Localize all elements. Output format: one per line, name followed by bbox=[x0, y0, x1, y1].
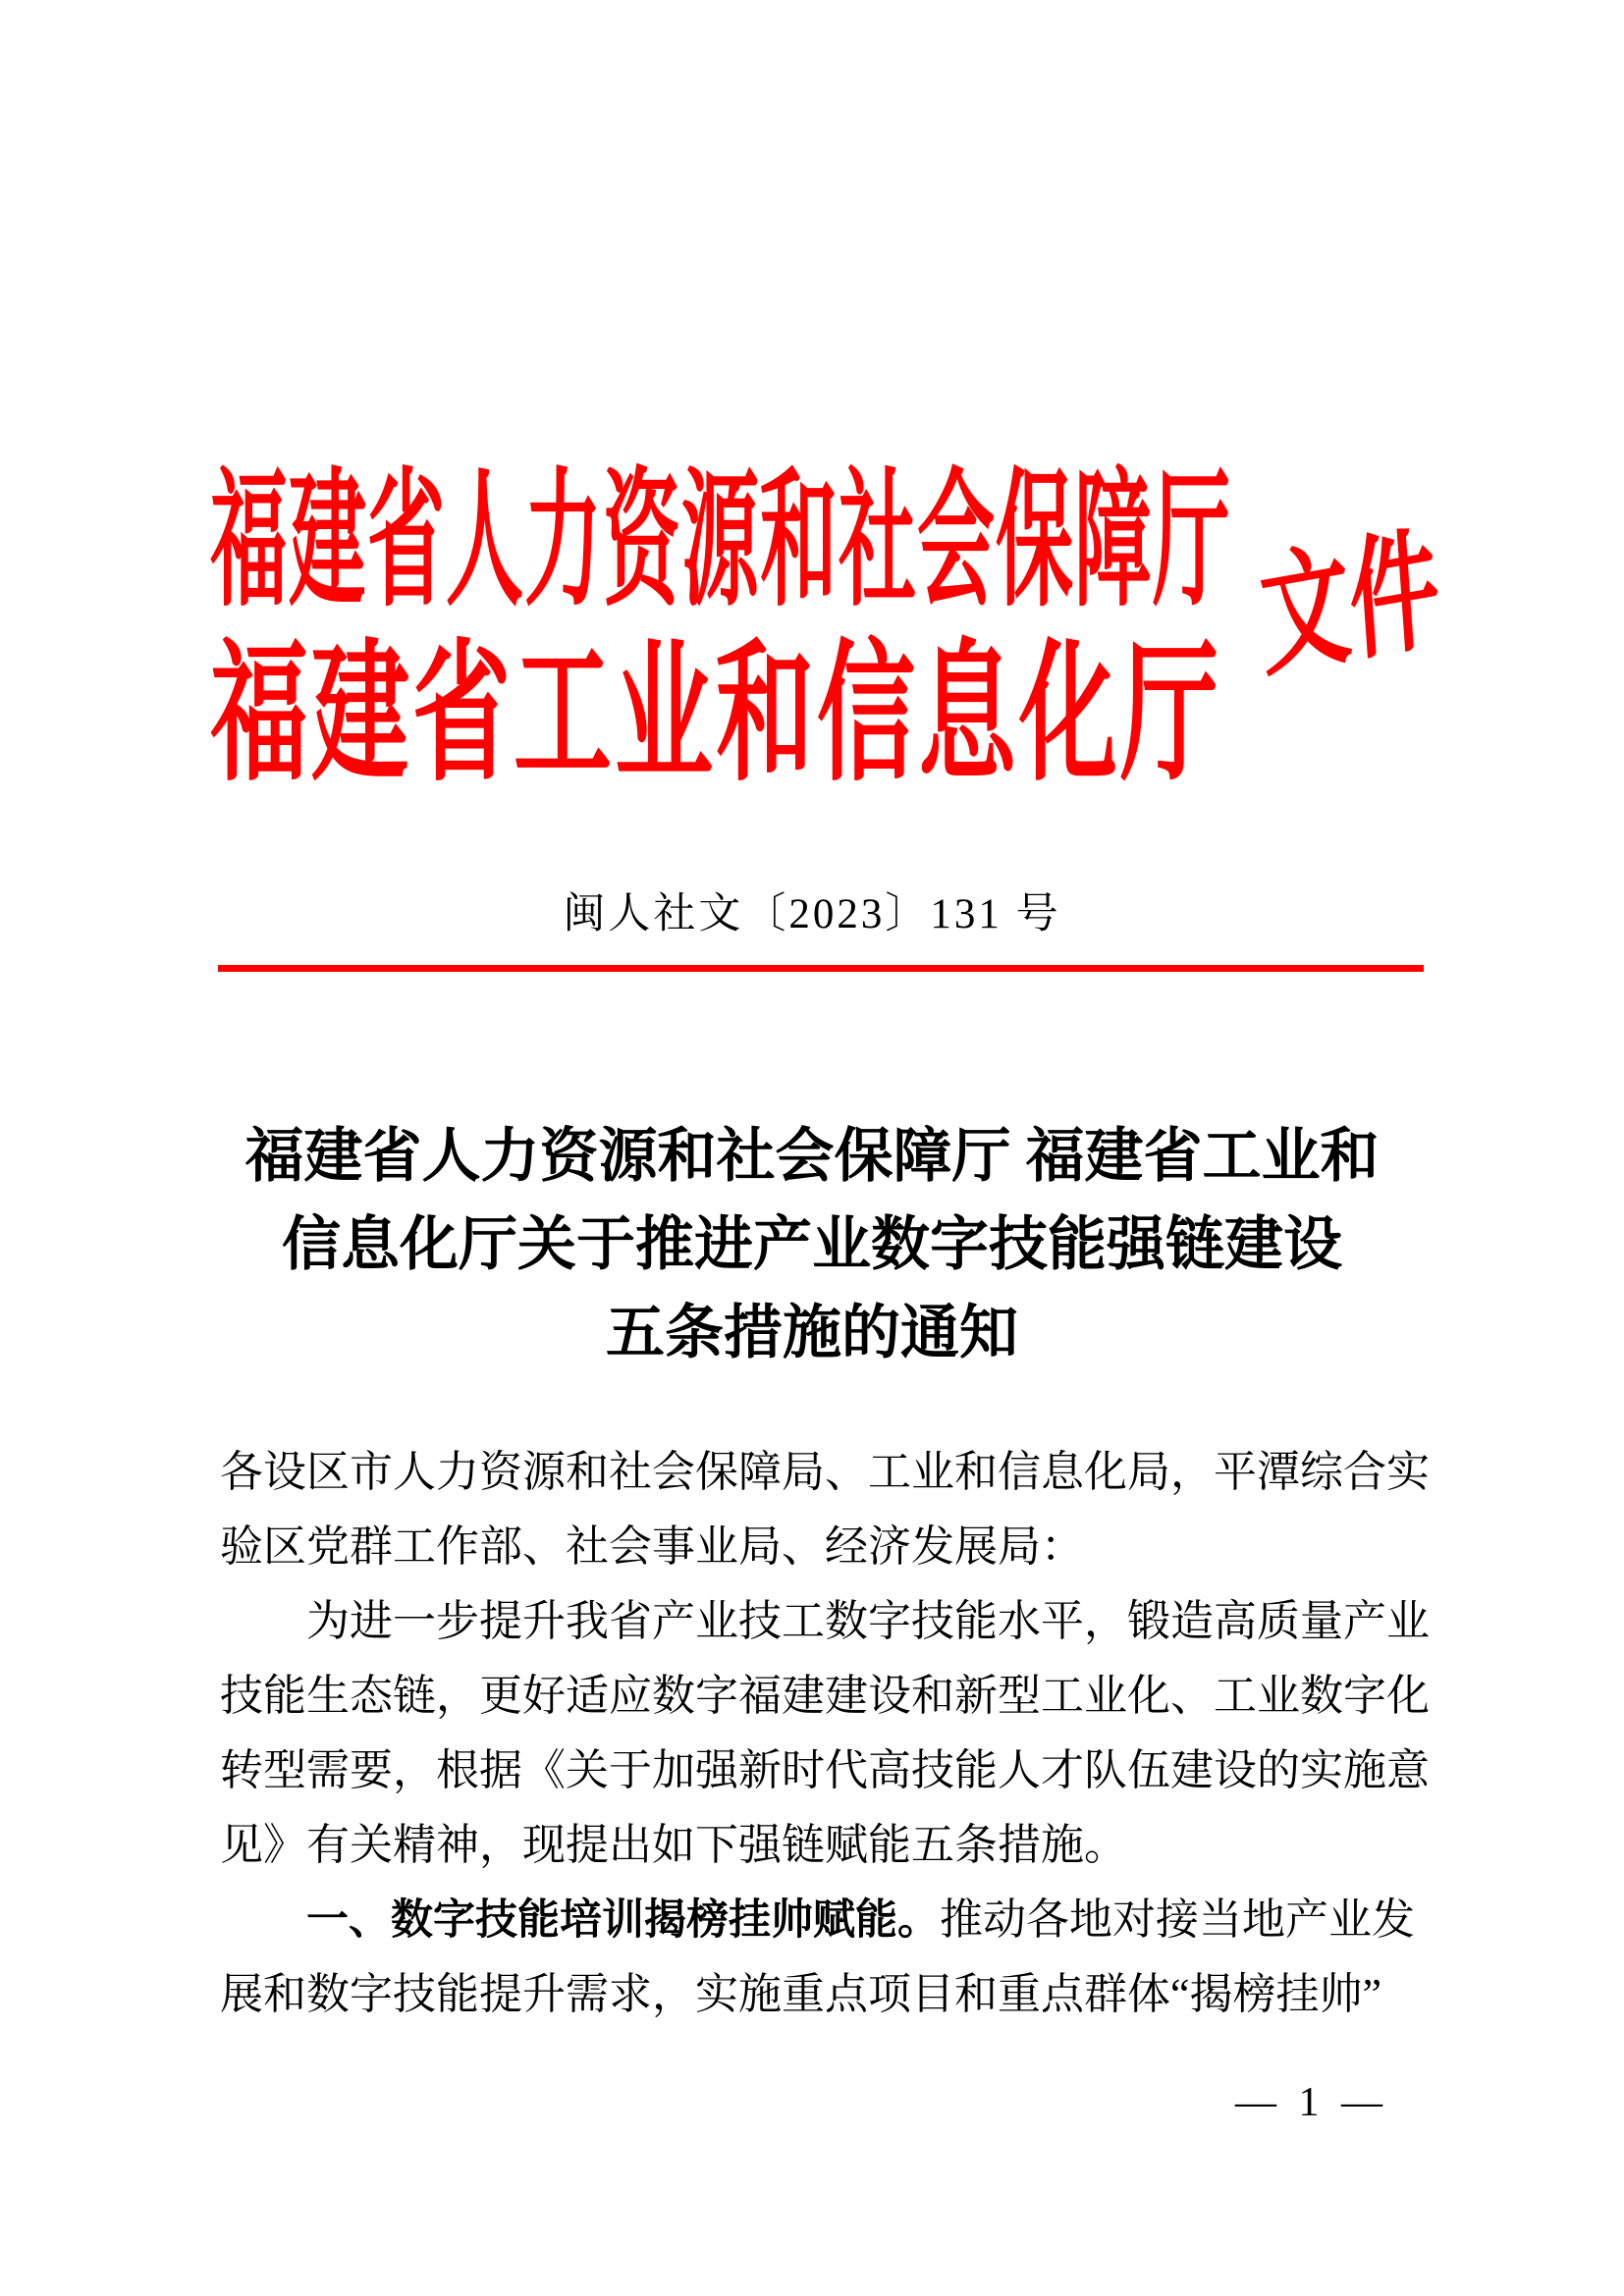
section-1-text: 推动各地对接当地产业发 bbox=[940, 1896, 1415, 1944]
section-1-heading: 一、数字技能培训揭榜挂帅赋能。 bbox=[306, 1896, 940, 1944]
addressee-line1: 各设区市人力资源和社会保障局、工业和信息化局，平潭综合实 bbox=[220, 1448, 1430, 1496]
document-body bbox=[220, 1435, 1437, 2032]
red-divider-rule bbox=[218, 965, 1424, 972]
document-title-line1: 福建省人力资源和社会保障厅 福建省工业和 bbox=[244, 1124, 1380, 1189]
addressee-line2: 验区党群工作部、社会事业局、经济发展局： bbox=[220, 1522, 1084, 1571]
document-title bbox=[0, 1112, 1624, 1377]
body-line bbox=[220, 1883, 1437, 1957]
letterhead-issuer-line1: 福建省人力资源和社会保障厅 bbox=[210, 461, 1231, 626]
page-number: — 1 — bbox=[1235, 2080, 1388, 2125]
body-line: 为进一步提升我省产业技工数字技能水平，锻造高质量产业 bbox=[306, 1597, 1430, 1645]
document-title-line2: 信息化厅关于推进产业数字技能强链建设 bbox=[282, 1212, 1342, 1277]
body-line: 见》有关精神，现提出如下强链赋能五条措施。 bbox=[220, 1821, 1127, 1869]
letterhead-issuer-line2: 福建省工业和信息化厅 bbox=[210, 630, 1221, 800]
document-title-line3: 五条措施的通知 bbox=[606, 1301, 1018, 1365]
body-line: 展和数字技能提升需求，实施重点项目和重点群体“揭榜挂帅” bbox=[220, 1970, 1382, 2018]
document-number: 闽人社文〔2023〕131 号 bbox=[563, 891, 1061, 937]
body-line: 转型需要，根据《关于加强新时代高技能人才队伍建设的实施意 bbox=[220, 1746, 1430, 1794]
body-line: 技能生态链，更好适应数字福建建设和新型工业化、工业数字化 bbox=[220, 1672, 1430, 1720]
letterhead-document-suffix: 文件 bbox=[1256, 515, 1444, 693]
